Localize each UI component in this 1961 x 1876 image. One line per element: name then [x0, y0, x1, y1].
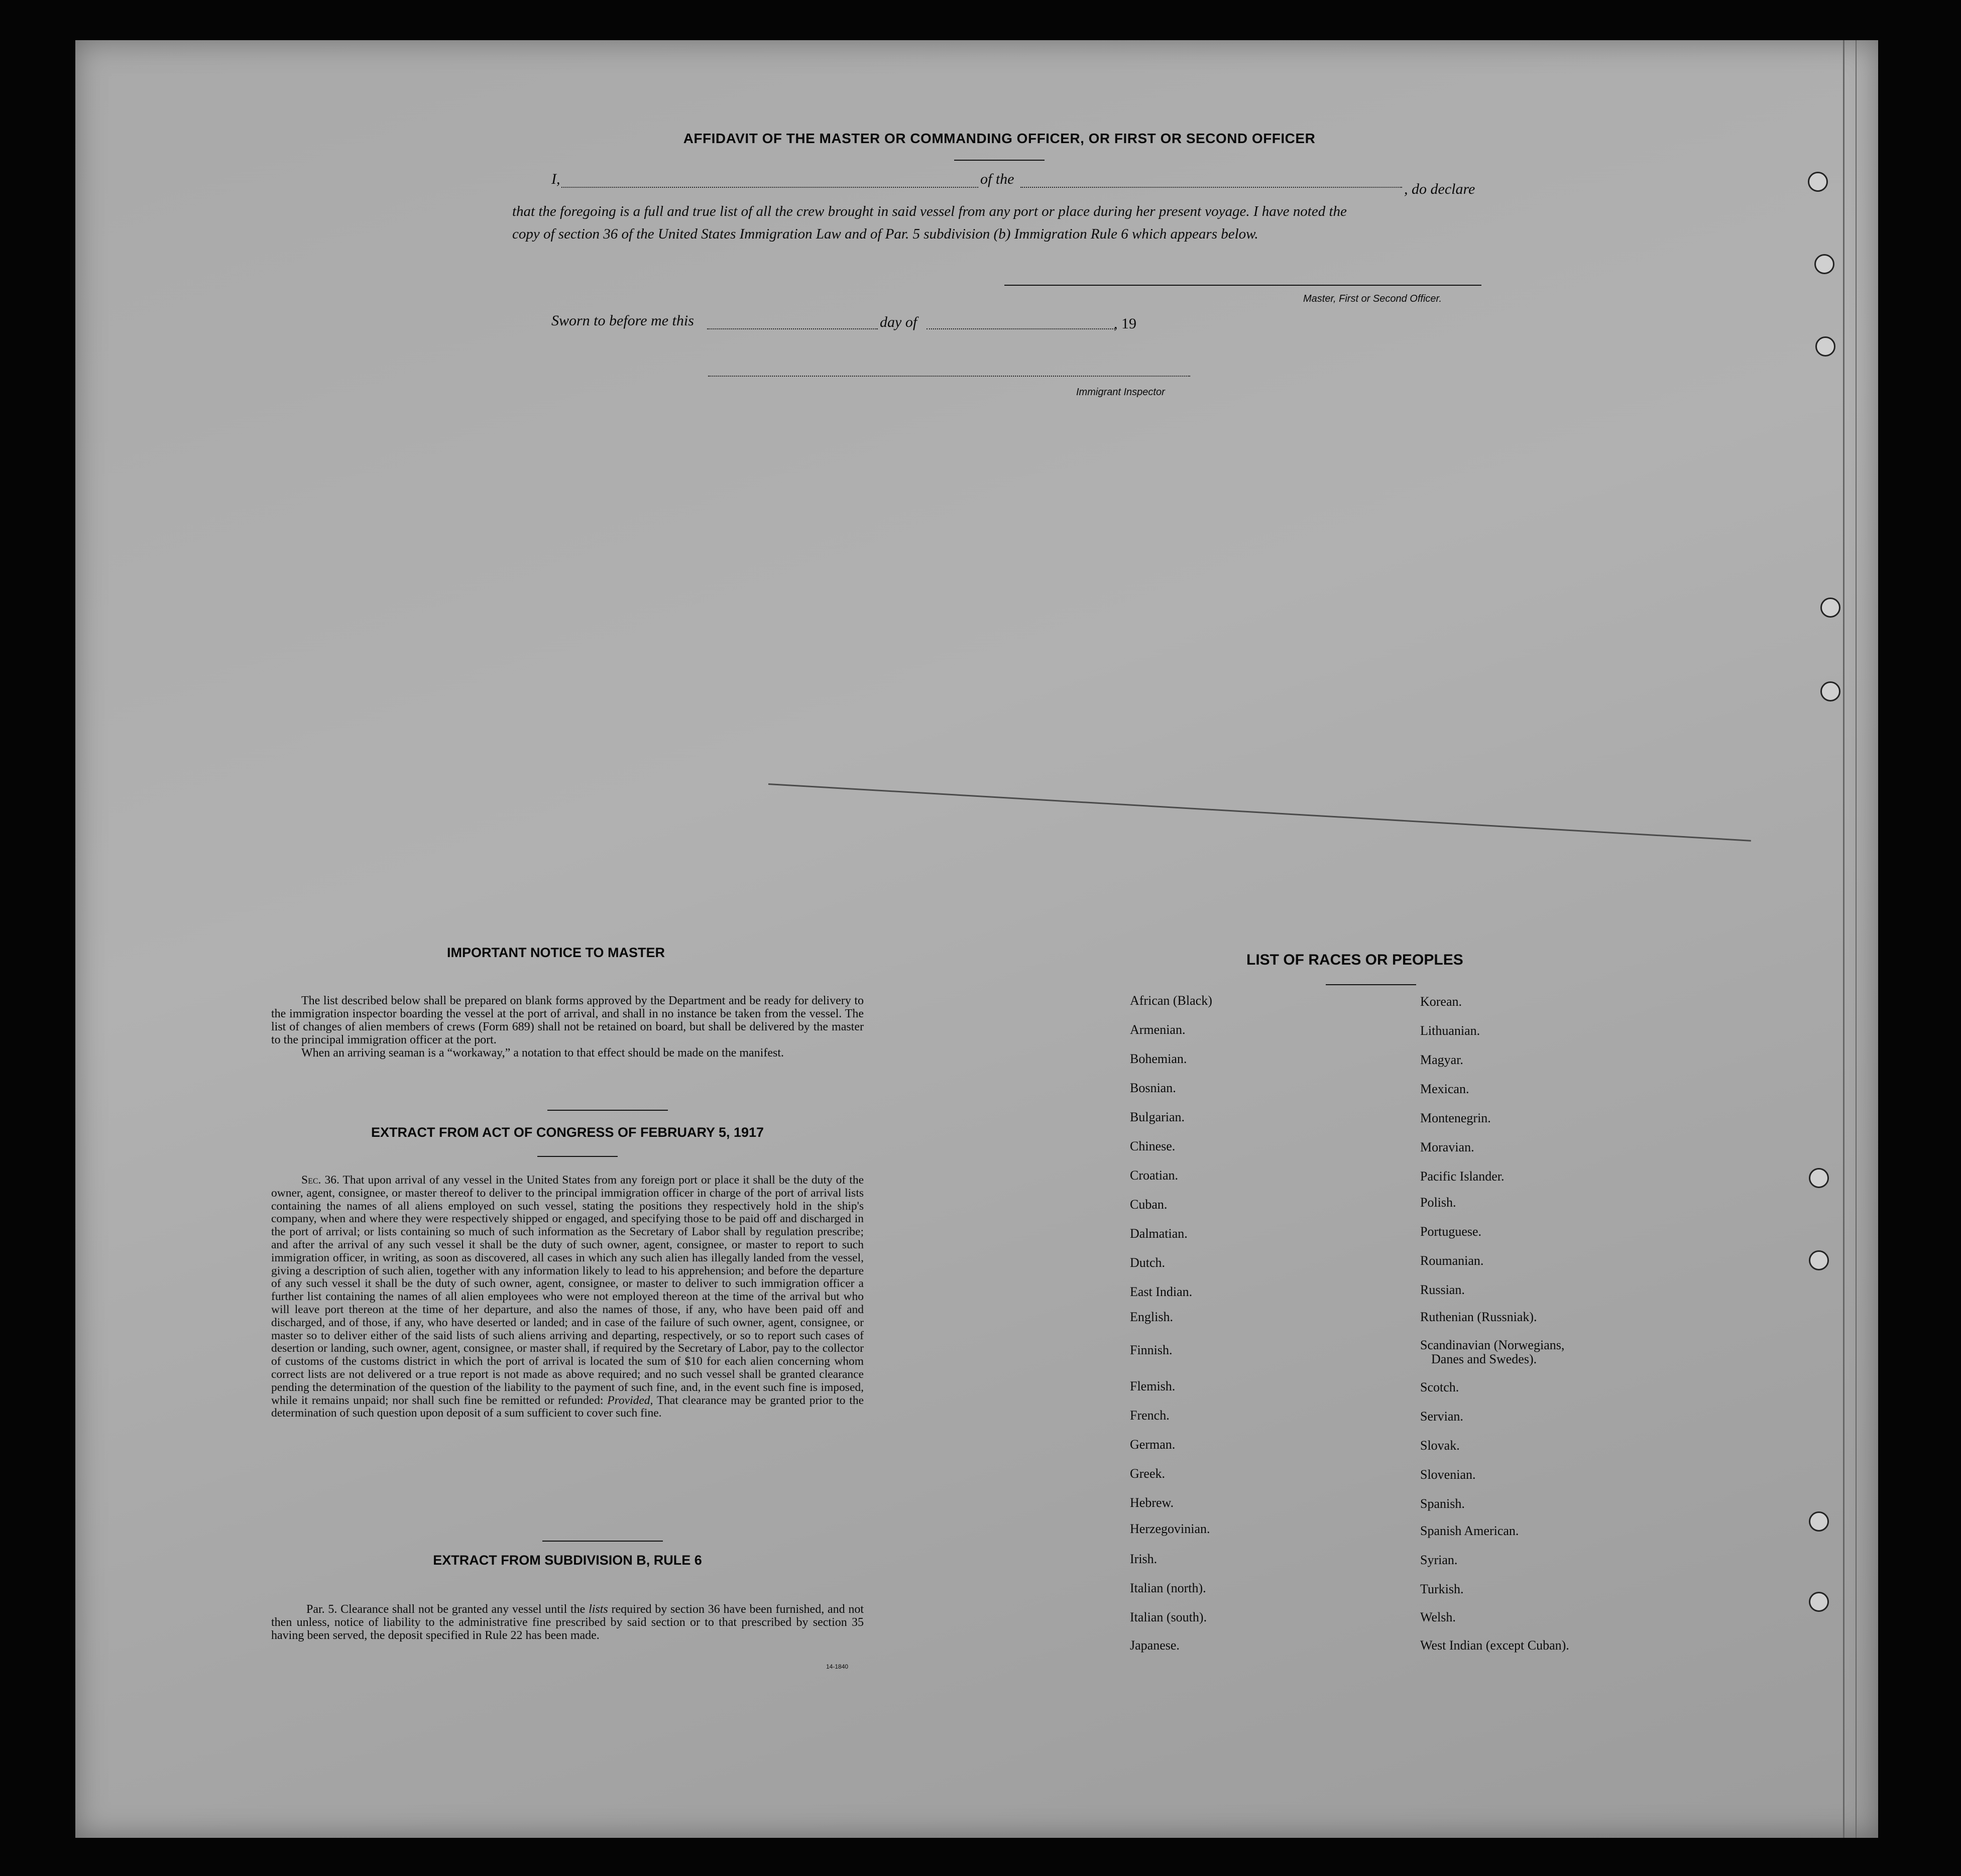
punch-hole [1820, 598, 1840, 618]
race-item: German. [1130, 1437, 1176, 1452]
notice-body [271, 994, 864, 1060]
race-item: Armenian. [1130, 1022, 1186, 1037]
punch-hole [1809, 1250, 1829, 1270]
race-item: Finnish. [1130, 1343, 1173, 1357]
punch-hole [1809, 1592, 1829, 1612]
day-of-label: day of [880, 314, 917, 330]
race-item: African (Black) [1130, 993, 1212, 1008]
races-title-underline [1326, 984, 1416, 985]
race-item: Herzegovinian. [1130, 1521, 1210, 1536]
race-item: Cuban. [1130, 1197, 1168, 1212]
race-item: Mexican. [1420, 1082, 1469, 1096]
page-edge-line [1856, 40, 1857, 1838]
punch-hole [1808, 172, 1828, 192]
race-item: Ruthenian (Russniak). [1420, 1310, 1537, 1324]
title-underline [954, 160, 1045, 161]
notice-paragraph-2: When an arriving seaman is a “workaway,” a notation to that effect should be made on the manifest. [301, 1046, 784, 1060]
race-item: French. [1130, 1408, 1170, 1423]
race-item: Slovak. [1420, 1438, 1460, 1453]
name-line[interactable] [561, 187, 978, 188]
race-item: Syrian. [1420, 1553, 1458, 1567]
act-body-end: That clearance may be granted prior to the determination of such question upon deposit of a sum sufficient to cover such fine. [271, 1393, 864, 1420]
vessel-line[interactable] [1020, 187, 1402, 188]
page-edge-line [1843, 40, 1844, 1838]
rule-extract-title: EXTRACT FROM SUBDIVISION B, RULE 6 [433, 1553, 702, 1568]
form-number: 14-1840 [826, 1663, 849, 1670]
races-title: LIST OF RACES OR PEOPLES [1246, 952, 1463, 968]
notice-title: IMPORTANT NOTICE TO MASTER [447, 945, 665, 960]
act-body-text: That upon arrival of any vessel in the United States from any foreign port or place it shall be the duty of the owner, agent, consignee, or master thereof to deliver to the principal immigration officer in charge of the port of arrival lists containing the names of all aliens employed on such vessel, stating the positions they respectively hold in the ship's company, when and where they were respectively shipped or engaged, and specifying those to be paid off and discharged in the port of arrival; or lists containing so much of such information as the Secretary of Labor shall by regulation prescribe; and after the arrival of any such vessel it shall be the duty of such owner, agent, consignee, or master to report to such immigration officer, in writing, as soon as discovered, all cases in which any such alien has illegally landed from the vessel, giving a description of such alien, together with any information likely to lead to his apprehension; and before the departure of any such vessel it shall be the duty of such owner, agent, consignee, or master to deliver to such immigration officer a further list containing the names of all alien employees who were not employed thereon at the time of the arrival but who will leave port thereon at the time of her departure, and also the names of those, if any, who have been paid off and discharged, and of those, if any, who have deserted or landed; and in case of the failure of such owner, agent, consignee, or master so to deliver either of the said lists of such aliens arriving and departing, respectively, or so to report such cases of desertion or landing, such owner, agent, consignee, or master shall, if required by the Secretary of Labor, pay to the collector of customs of the customs district in which the port of arrival is located the sum of $10 for each alien concerning whom correct lists are not delivered or a true report is not made as above required; and no such vessel shall be granted clearance pending the determination of the question of the liability to the payment of such fine, and, in the event such fine is imposed, while it remains unpaid; nor shall such fine be remitted or refunded: [271, 1174, 864, 1407]
master-signature-line[interactable] [1004, 285, 1481, 286]
i-label: I, [551, 171, 560, 187]
sworn-day-line[interactable] [707, 328, 878, 329]
race-item: Lithuanian. [1420, 1023, 1480, 1038]
act-extract-body [271, 1174, 864, 1420]
race-item: Greek. [1130, 1466, 1166, 1481]
race-item: Dalmatian. [1130, 1226, 1188, 1241]
race-item: Polish. [1420, 1195, 1456, 1210]
race-item: Roumanian. [1420, 1253, 1484, 1268]
race-item: Bohemian. [1130, 1051, 1187, 1066]
lists-word: lists [589, 1603, 608, 1616]
race-item: Chinese. [1130, 1139, 1176, 1153]
year-label: , 19 [1114, 315, 1136, 332]
punch-hole [1815, 336, 1835, 357]
affidavit-line-2: that the foregoing is a full and true list of all the crew brought in said vessel from any port or place during her present voyage. I have noted the [512, 203, 1347, 219]
rule-body-start: Par. 5. Clearance shall not be granted any vessel until the [306, 1603, 586, 1616]
race-item: Italian (south). [1130, 1610, 1207, 1624]
paper-scratch [768, 783, 1751, 842]
race-item: Spanish American. [1420, 1523, 1519, 1538]
race-item: Bosnian. [1130, 1081, 1176, 1095]
race-item-continued: Danes and Swedes). [1431, 1352, 1537, 1366]
race-item: English. [1130, 1310, 1173, 1324]
race-item: Servian. [1420, 1409, 1463, 1424]
race-item: Bulgarian. [1130, 1110, 1185, 1124]
punch-hole [1814, 254, 1834, 274]
master-signature-label: Master, First or Second Officer. [1303, 293, 1442, 304]
race-item: Korean. [1420, 994, 1462, 1009]
punch-hole [1809, 1511, 1829, 1532]
rule-extract-body [271, 1603, 864, 1642]
rule-body-end: required by section 36 have been furnished, and not then unless, notice of liability to the administrative fine prescribed by said section or to that prescribed by section 35 having been served, the deposit specified in Rule 22 has been made. [271, 1603, 864, 1642]
race-item: Dutch. [1130, 1255, 1166, 1270]
race-item: Russian. [1420, 1282, 1465, 1297]
race-item: Moravian. [1420, 1140, 1474, 1154]
affidavit-title: AFFIDAVIT OF THE MASTER OR COMMANDING OFFICER, OR FIRST OR SECOND OFFICER [683, 131, 1316, 146]
race-item: Hebrew. [1130, 1495, 1174, 1510]
punch-hole [1809, 1168, 1829, 1188]
inspector-label: Immigrant Inspector [1076, 387, 1165, 398]
race-item: Turkish. [1420, 1582, 1464, 1596]
race-item: Spanish. [1420, 1496, 1465, 1511]
race-item: West Indian (except Cuban). [1420, 1638, 1569, 1653]
act-title-underline [537, 1156, 618, 1157]
race-item: Welsh. [1420, 1610, 1456, 1624]
affidavit-line-3: copy of section 36 of the United States Immigration Law and of Par. 5 subdivision (b) Immigration Rule 6 which appears below. [512, 226, 1258, 242]
inspector-signature-line[interactable] [708, 376, 1190, 377]
race-item: Montenegrin. [1420, 1111, 1491, 1125]
sec-label: Sec. 36. [301, 1174, 339, 1187]
race-item: Scotch. [1420, 1380, 1459, 1394]
act-extract-title: EXTRACT FROM ACT OF CONGRESS OF FEBRUARY 5, 1917 [371, 1125, 764, 1140]
race-item: Italian (north). [1130, 1581, 1206, 1595]
race-item: Croatian. [1130, 1168, 1179, 1183]
race-item: Flemish. [1130, 1379, 1176, 1393]
punch-hole [1820, 681, 1840, 701]
of-the-label: of the [980, 171, 1014, 187]
race-item: Pacific Islander. [1420, 1169, 1505, 1184]
section-divider [542, 1541, 663, 1542]
race-item: East Indian. [1130, 1284, 1193, 1299]
provided-label: Provided, [607, 1393, 653, 1407]
race-item: Portuguese. [1420, 1224, 1482, 1239]
race-item: Irish. [1130, 1552, 1158, 1566]
sworn-label: Sworn to before me this [551, 312, 694, 329]
notice-paragraph-1: The list described below shall be prepared on blank forms approved by the Department and be ready for delivery to the immigration inspector boarding the vessel at the port of arrival, and shall in no instance be taken from the vessel. The list of changes of alien members of crews (Form 689) shall not be retained on board, but shall be delivered by the master to the principal immigration officer at the port. [271, 994, 864, 1046]
race-item: Japanese. [1130, 1638, 1180, 1653]
do-declare-label: , do declare [1404, 181, 1475, 197]
form-page [75, 40, 1878, 1838]
race-item: Magyar. [1420, 1052, 1463, 1067]
race-item: Slovenian. [1420, 1467, 1476, 1482]
section-divider [547, 1110, 668, 1111]
race-item: Scandinavian (Norwegians, [1420, 1338, 1565, 1352]
sworn-month-line[interactable] [927, 328, 1115, 329]
